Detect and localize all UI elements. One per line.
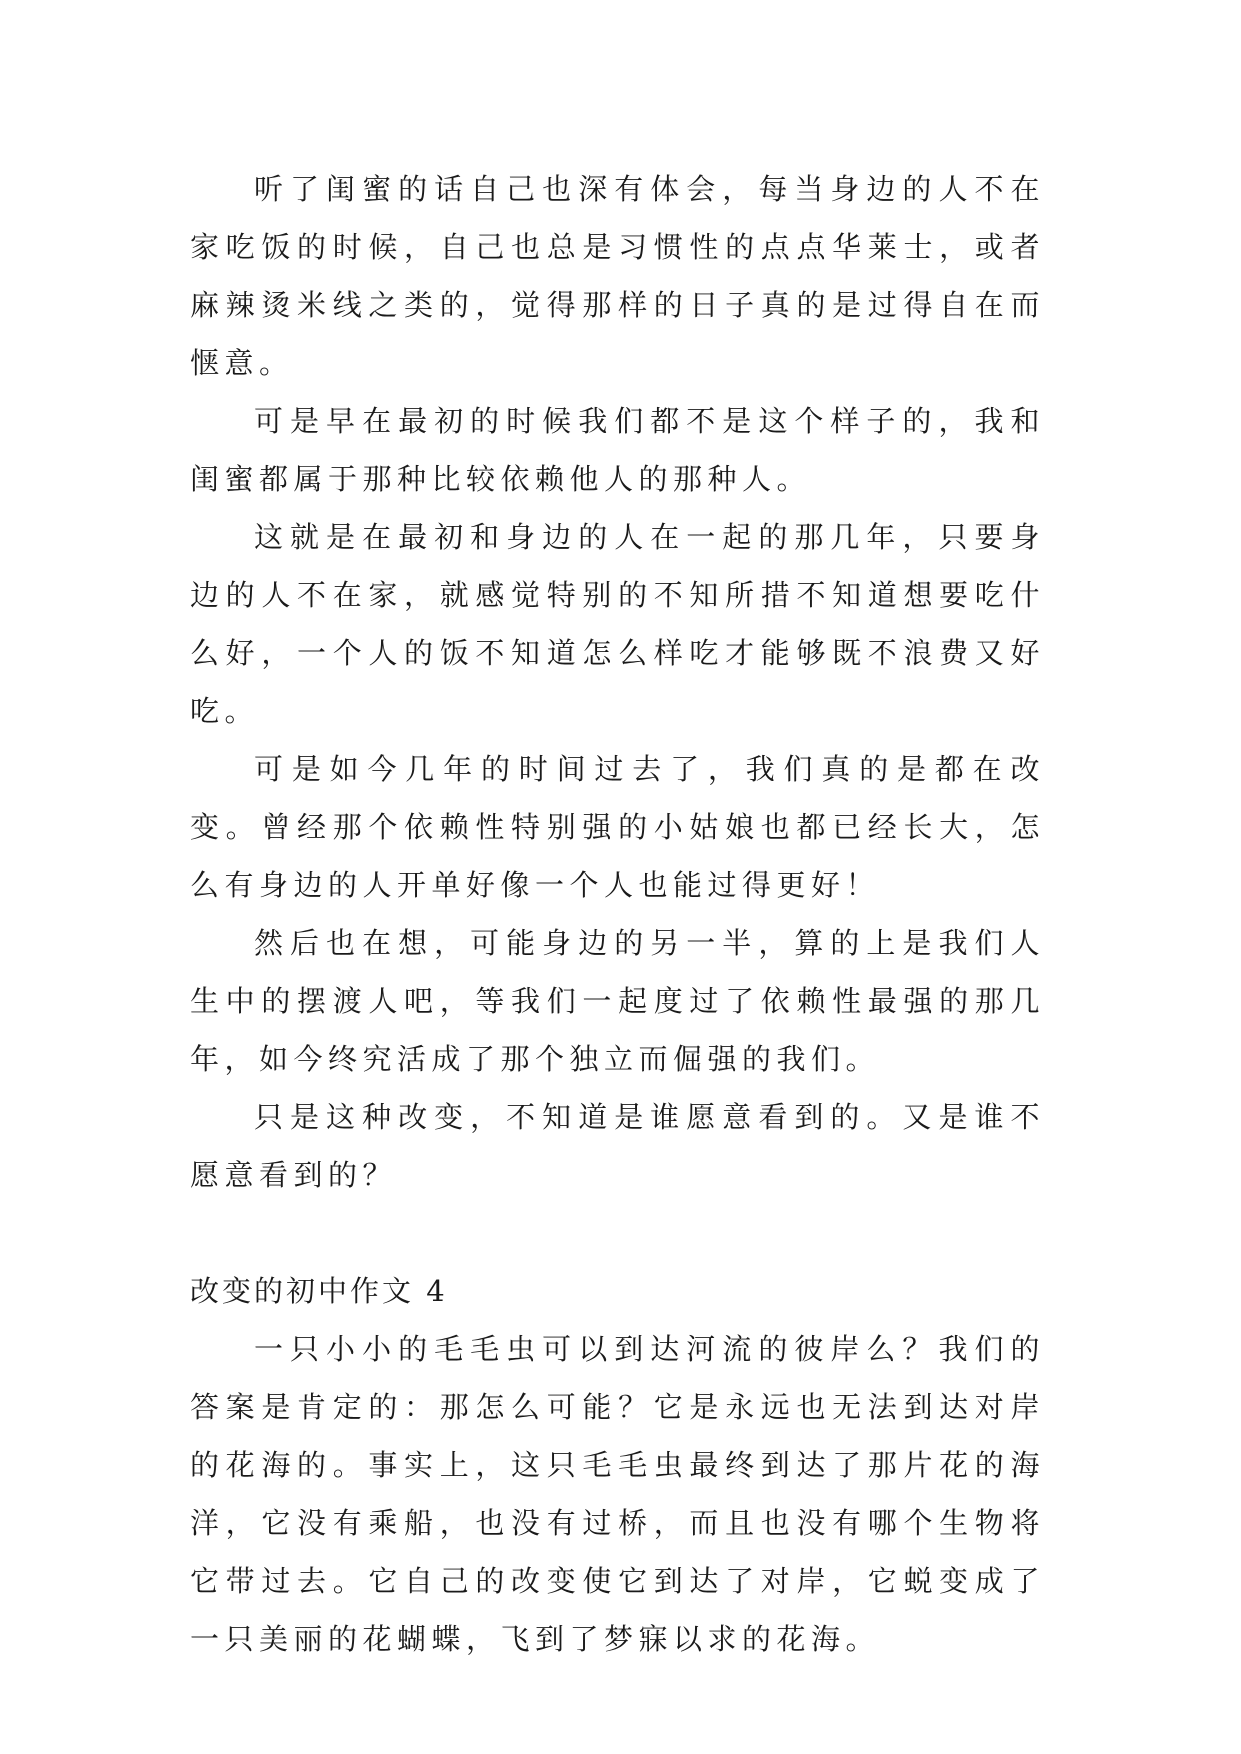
paragraph: 一只小小的毛毛虫可以到达河流的彼岸么？我们的答案是肯定的：那怎么可能？它是永远也无法到达对岸的花海的。事实上，这只毛毛虫最终到达了那片花的海洋，它没有乘船，也没有过桥，而且也没有哪个生物将它带过去。它自己的改变使它到达了对岸，它蜕变成了一只美丽的花蝴蝶，飞到了梦寐以求的花海。 <box>190 1332 1045 1656</box>
paragraph: 可是早在最初的时候我们都不是这个样子的，我和闺蜜都属于那种比较依赖他人的那种人。 <box>190 404 1045 496</box>
paragraph: 这就是在最初和身边的人在一起的那几年，只要身边的人不在家，就感觉特别的不知所措不知道想要吃什么好，一个人的饭不知道怎么样吃才能够既不浪费又好吃。 <box>190 520 1045 728</box>
paragraph: 听了闺蜜的话自己也深有体会，每当身边的人不在家吃饭的时候，自己也总是习惯性的点点华莱士，或者麻辣烫米线之类的，觉得那样的日子真的是过得自在而惬意。 <box>190 172 1045 380</box>
paragraph: 只是这种改变，不知道是谁愿意看到的。又是谁不愿意看到的？ <box>190 1100 1045 1192</box>
paragraph: 然后也在想，可能身边的另一半，算的上是我们人生中的摆渡人吧，等我们一起度过了依赖性最强的那几年，如今终究活成了那个独立而倔强的我们。 <box>190 926 1045 1076</box>
paragraph: 可是如今几年的时间过去了，我们真的是都在改变。曾经那个依赖性特别强的小姑娘也都已经长大，怎么有身边的人开单好像一个人也能过得更好！ <box>190 752 1045 902</box>
section-heading: 改变的初中作文 4 <box>190 1274 448 1308</box>
document-body <box>190 160 1045 1668</box>
